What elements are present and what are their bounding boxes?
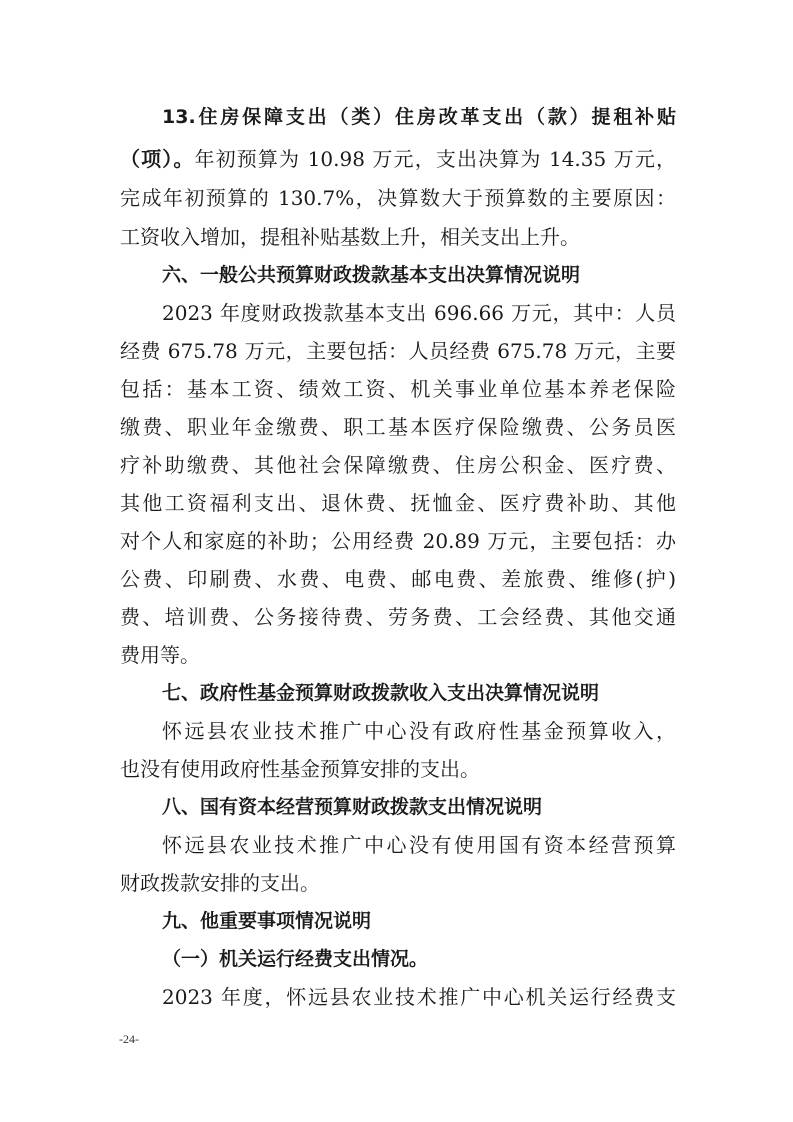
body-line: 费用等。 <box>120 643 200 667</box>
body-line: 完成年初预算的 130.7%，决算数大于预算数的主要原因： <box>120 186 676 210</box>
item-13-budget-line <box>120 142 676 176</box>
item-13-heading: 13.住房保障支出（类）住房改革支出（款）提租补贴 <box>162 106 676 128</box>
section-9-heading: 九、他重要事项情况说明 <box>162 910 372 932</box>
item-13-heading-tail: （项）。 <box>120 147 195 171</box>
body-line: 缴费、职业年金缴费、职工基本医疗保险缴费、公务员医 <box>120 415 676 439</box>
body-line: 疗补助缴费、其他社会保障缴费、住房公积金、医疗费、 <box>120 453 676 477</box>
body-line: 其他工资福利支出、退休费、抚恤金、医疗费补助、其他 <box>120 491 676 515</box>
body-line: 工资收入增加，提租补贴基数上升，相关支出上升。 <box>120 225 580 249</box>
section-6-heading: 六、一般公共预算财政拨款基本支出决算情况说明 <box>162 264 581 286</box>
body-line: 2023 年度财政拨款基本支出 696.66 万元，其中：人员 <box>162 301 676 325</box>
body-line: 包括：基本工资、绩效工资、机关事业单位基本养老保险 <box>120 377 676 401</box>
page-number: -24- <box>119 1032 139 1046</box>
body-line: 对个人和家庭的补助；公用经费 20.89 万元，主要包括：办 <box>120 529 676 553</box>
body-line: 公费、印刷费、水费、电费、邮电费、差旅费、维修(护) <box>120 567 676 591</box>
section-7-heading: 七、政府性基金预算财政拨款收入支出决算情况说明 <box>162 682 600 704</box>
body-line: 也没有使用政府性基金预算安排的支出。 <box>120 757 480 781</box>
section-8-heading: 八、国有资本经营预算财政拨款支出情况说明 <box>162 796 543 818</box>
item-13-budget-text: 年初预算为 10.98 万元，支出决算为 14.35 万元， <box>194 147 676 171</box>
body-line: 怀远县农业技术推广中心没有使用国有资本经营预算 <box>162 833 676 857</box>
body-line: 费、培训费、公务接待费、劳务费、工会经费、其他交通 <box>120 605 676 629</box>
body-line: 怀远县农业技术推广中心没有政府性基金预算收入， <box>162 719 676 743</box>
body-line: 经费 675.78 万元，主要包括：人员经费 675.78 万元，主要 <box>120 339 676 363</box>
body-line: 财政拨款安排的支出。 <box>120 871 320 895</box>
body-line: 2023 年度，怀远县农业技术推广中心机关运行经费支 <box>162 985 676 1009</box>
subsection-1-heading: （一）机关运行经费支出情况。 <box>162 948 429 970</box>
